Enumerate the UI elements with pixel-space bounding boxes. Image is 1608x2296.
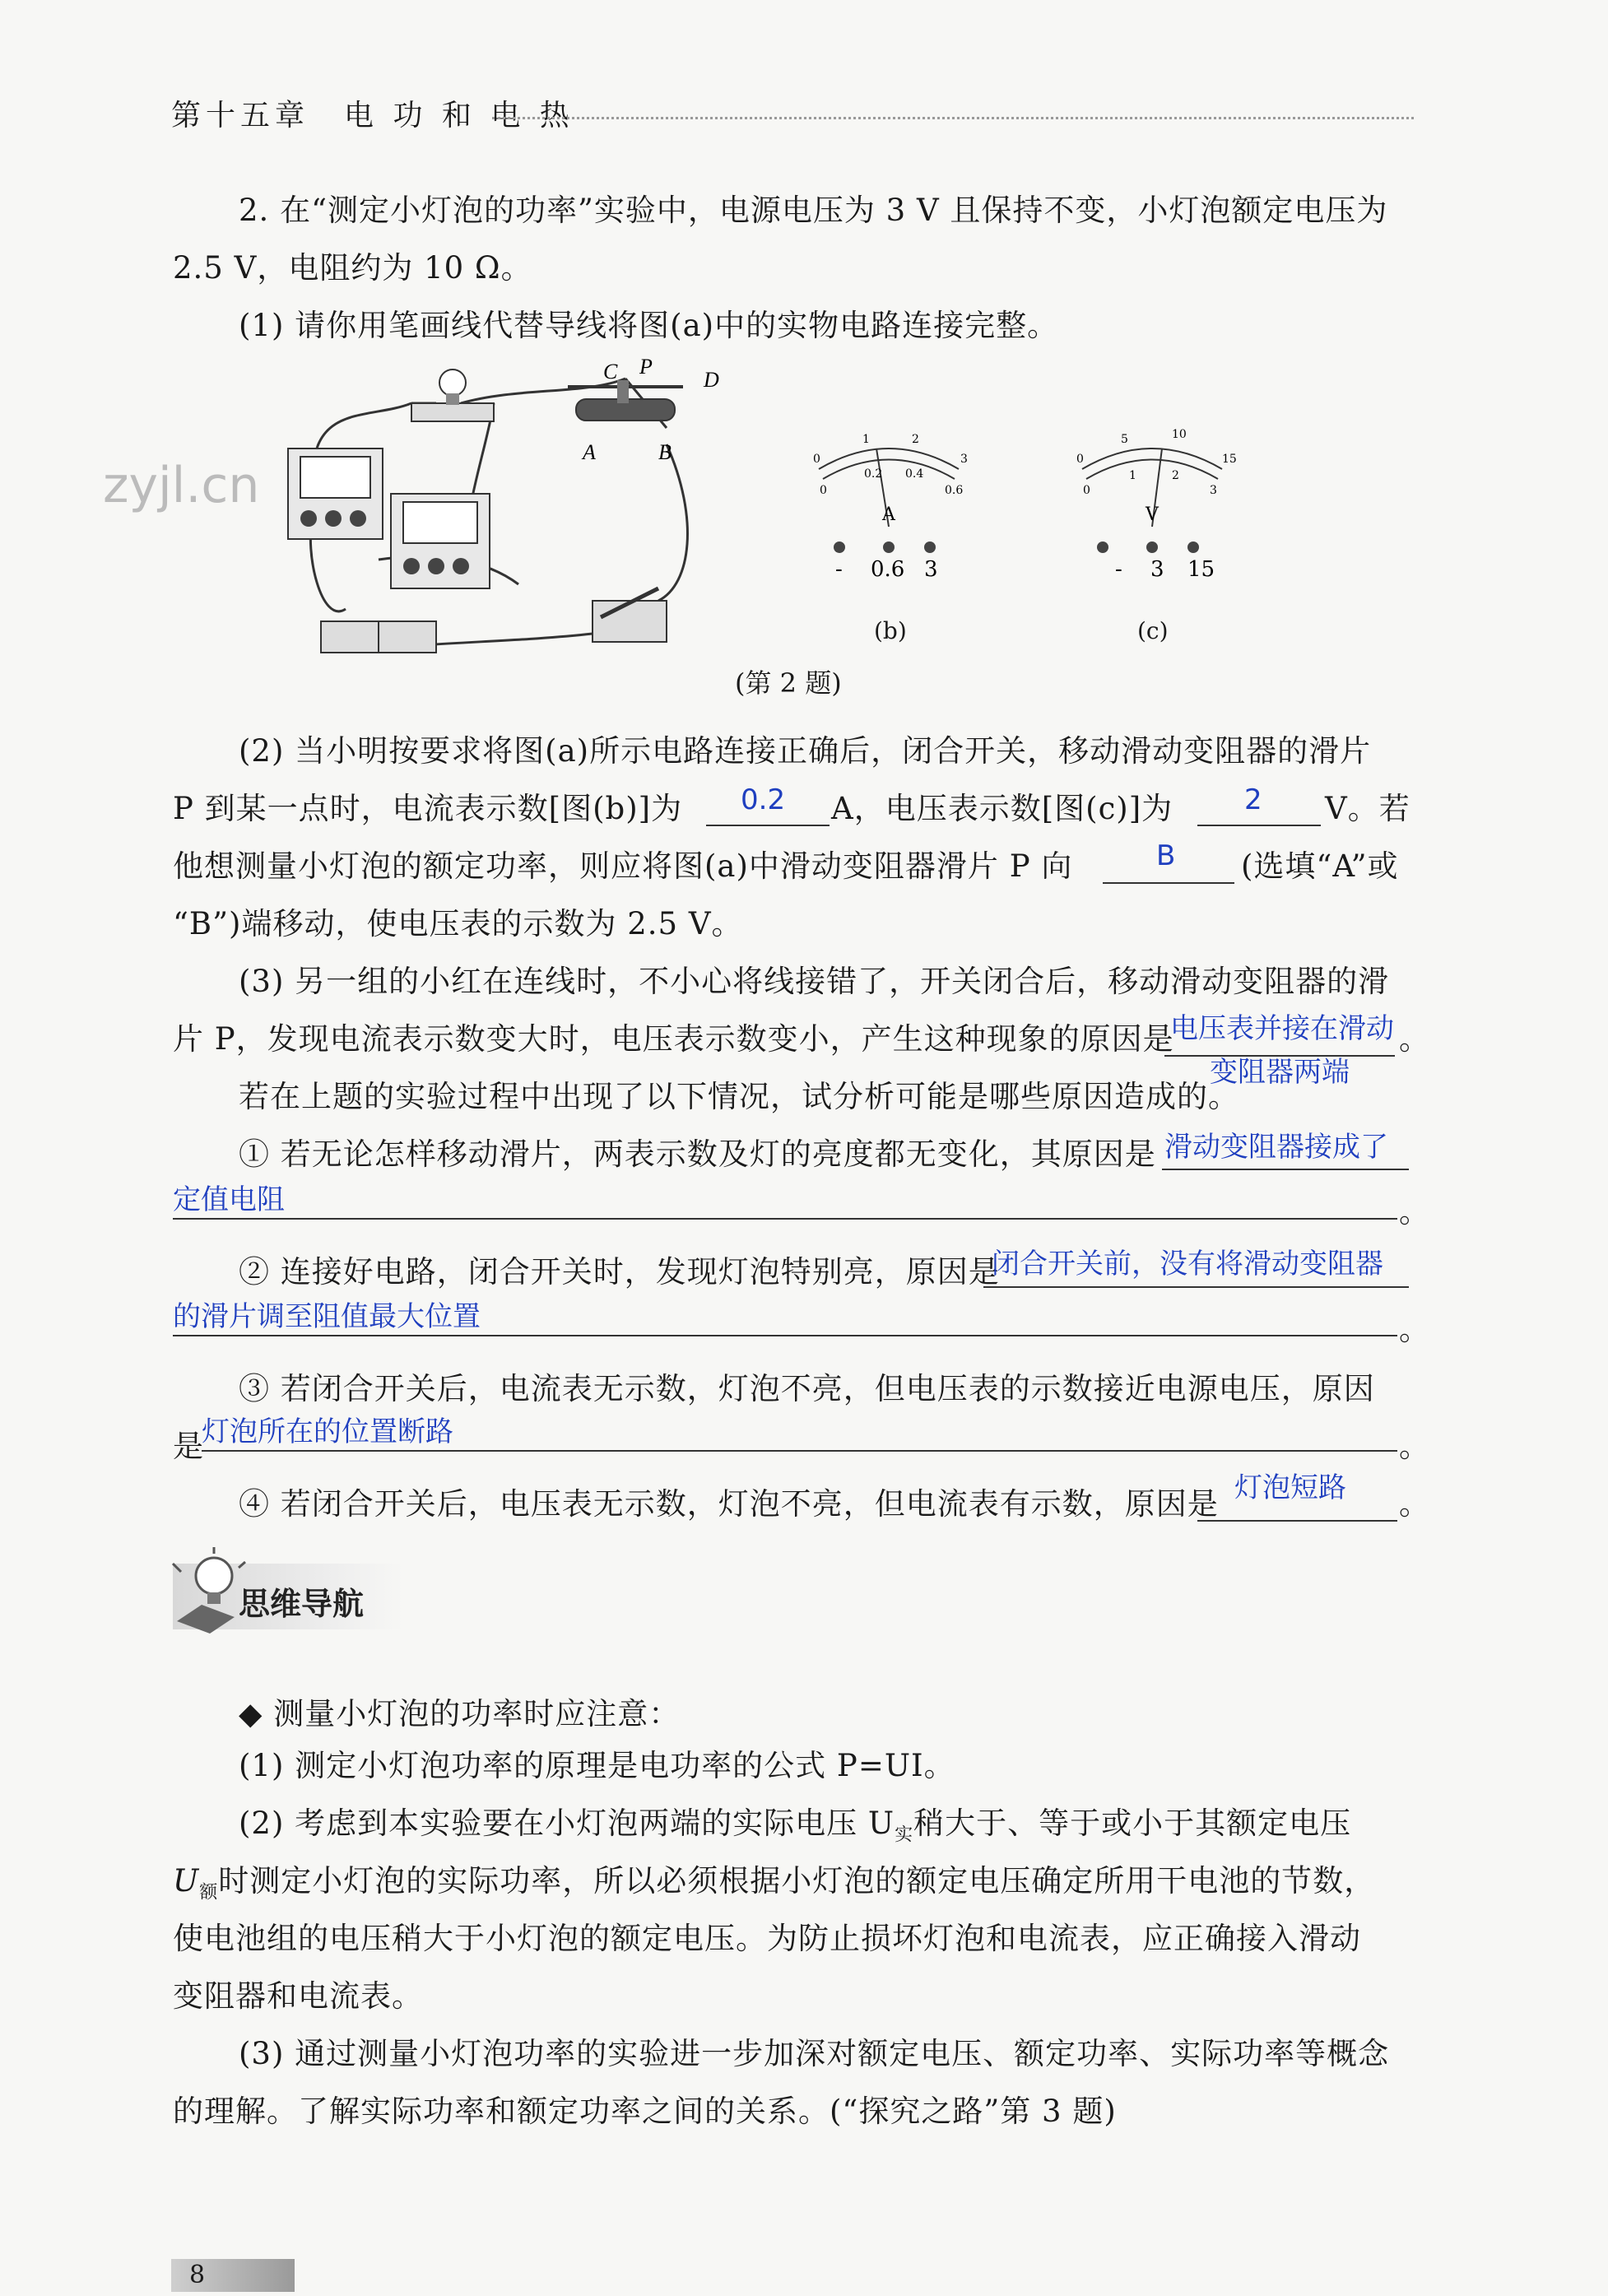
mind-p2-line1 — [239, 1801, 1473, 1858]
sub-e: 额 — [199, 1882, 219, 1903]
voltmeter-symbol: V — [1146, 504, 1159, 525]
case4-text: ④ 若闭合开关后，电压表无示数，灯泡不亮，但电流表有示数，原因是 — [239, 1486, 1219, 1522]
answer-part3-a: 电压表并接在滑动 — [1170, 1012, 1394, 1045]
fig-b-label: (b) — [874, 617, 907, 644]
b-top-tick-2: 2 — [912, 433, 919, 446]
ammeter-symbol: A — [882, 504, 895, 525]
part3-line2: 片 P，发现电流表示数变大时，电压表示数变小，产生这种现象的原因是 — [173, 1021, 1174, 1057]
c-bot-tick-3: 3 — [1210, 484, 1217, 497]
b-term-06: 0.6 — [871, 557, 905, 582]
blank-case2-b — [173, 1335, 1397, 1336]
answer-case3: 灯泡所在的位置断路 — [202, 1415, 453, 1448]
mind-p2-l2a: U — [173, 1863, 200, 1899]
circuit-figure-a — [272, 354, 749, 667]
c-top-tick-10: 10 — [1172, 428, 1187, 441]
fig-c-label: (c) — [1137, 617, 1169, 644]
b-top-tick-0: 0 — [813, 453, 820, 466]
case2-text: ② 连接好电路，闭合开关时，发现灯泡特别亮，原因是 — [239, 1254, 1000, 1290]
answer-case1-b: 定值电阻 — [173, 1183, 285, 1216]
blank-current — [706, 825, 830, 826]
c-bot-tick-0: 0 — [1083, 484, 1090, 497]
blank-voltage — [1197, 825, 1321, 826]
page-number: 8 — [189, 2261, 206, 2289]
mind-p2-line3: 使电池组的电压稍大于小灯泡的额定电压。为防止损坏灯泡和电流表，应正确接入滑动 — [173, 1921, 1361, 1956]
blank-direction — [1103, 882, 1234, 884]
mind-p2-l1b: 稍大于、等于或小于其额定电压 — [913, 1806, 1352, 1841]
c-bot-tick-1: 1 — [1129, 469, 1136, 482]
part3-line1: (3) 另一组的小红在连线时，不小心将线接错了，开关闭合后，移动滑动变阻器的滑 — [239, 964, 1390, 999]
c-term-15: 15 — [1187, 557, 1215, 582]
b-top-tick-3: 3 — [960, 453, 968, 466]
ammeter-dial-b — [806, 411, 971, 593]
chapter-header: 第十五章 电 功 和 电 热 — [171, 99, 574, 132]
mind-lead: ◆ 测量小灯泡的功率时应注意： — [239, 1696, 681, 1731]
blank-case1-a — [1162, 1169, 1409, 1170]
page-number-tab — [171, 2259, 295, 2292]
b-bot-tick-06: 0.6 — [945, 484, 964, 497]
label-P: P — [639, 355, 653, 379]
b-term-3: 3 — [924, 557, 938, 582]
lightbulb-icon — [169, 1547, 243, 1638]
answer-case1-a: 滑动变阻器接成了 — [1164, 1131, 1388, 1164]
label-A: A — [583, 440, 596, 464]
end-mark-case2: 。 — [1399, 1312, 1430, 1347]
c-top-tick-15: 15 — [1222, 453, 1237, 466]
b-bot-tick-02: 0.2 — [864, 467, 883, 481]
q2-intro-line2: 2.5 V，电阻约为 10 Ω。 — [173, 250, 532, 286]
part2-line2b: A，电压表示数[图(c)]为 — [831, 791, 1173, 826]
header-rule — [492, 117, 1414, 119]
blank-case4 — [1197, 1520, 1397, 1522]
q2-intro-line1: 2. 在“测定小灯泡的功率”实验中，电源电压为 3 V 且保持不变，小灯泡额定电压为 — [239, 193, 1388, 228]
c-term-3: 3 — [1150, 557, 1164, 582]
part2-line3a: 他想测量小灯泡的额定功率，则应将图(a)中滑动变阻器滑片 P 向 — [173, 848, 1073, 884]
answer-case2-b: 的滑片调至阻值最大位置 — [173, 1300, 481, 1333]
blank-case1-b — [173, 1218, 1397, 1220]
c-top-tick-0: 0 — [1076, 453, 1084, 466]
cases-intro: 若在上题的实验过程中出现了以下情况，试分析可能是哪些原因造成的。 — [239, 1079, 1239, 1114]
b-bot-tick-0: 0 — [820, 484, 827, 497]
end-mark-case3: 。 — [1399, 1429, 1430, 1464]
blank-case3 — [202, 1450, 1397, 1452]
label-C: C — [603, 360, 618, 383]
answer-case4: 灯泡短路 — [1234, 1471, 1346, 1504]
label-B: B — [658, 440, 672, 464]
part2-line1: (2) 当小明按要求将图(a)所示电路连接正确后，闭合开关，移动滑动变阻器的滑片 — [239, 733, 1372, 769]
b-bot-tick-04: 0.4 — [905, 467, 924, 481]
c-top-tick-5: 5 — [1121, 433, 1128, 446]
voltmeter-dial-c — [1070, 411, 1237, 593]
case1-text: ① 若无论怎样移动滑片，两表示数及灯的亮度都无变化，其原因是 — [239, 1136, 1156, 1172]
end-mark-case4: 。 — [1399, 1486, 1430, 1522]
q2-part1: (1) 请你用笔画线代替导线将图(a)中的实物电路连接完整。 — [239, 308, 1059, 343]
case3-line2: 是 — [173, 1429, 204, 1464]
answer-voltage: 2 — [1244, 783, 1262, 816]
label-D: D — [704, 368, 719, 392]
figure-caption: (第 2 题) — [735, 667, 842, 699]
mind-p2-line2 — [173, 1858, 1407, 1916]
mind-p3-line2: 的理解。了解实际功率和额定功率之间的关系。(“探究之路”第 3 题) — [173, 2094, 1117, 2129]
answer-current: 0.2 — [741, 783, 786, 816]
answer-direction: B — [1156, 839, 1176, 872]
answer-part3-b: 变阻器两端 — [1210, 1056, 1350, 1089]
mind-p1: (1) 测定小灯泡功率的原理是电功率的公式 P=UI。 — [239, 1748, 955, 1783]
sub-shi: 实 — [895, 1824, 914, 1846]
mind-p2-line4: 变阻器和电流表。 — [173, 1978, 423, 2014]
mind-p3-line1: (3) 通过测量小灯泡功率的实验进一步加深对额定电压、额定功率、实际功率等概念 — [239, 2036, 1390, 2071]
b-term-neg: - — [835, 557, 843, 582]
mind-p2-l2b: 时测定小灯泡的实际功率，所以必须根据小灯泡的额定电压确定所用干电池的节数， — [218, 1863, 1376, 1899]
c-bot-tick-2: 2 — [1172, 469, 1179, 482]
section-title: 思维导航 — [239, 1586, 365, 1622]
mind-p2-l1a: (2) 考虑到本实验要在小灯泡两端的实际电压 U — [239, 1806, 895, 1841]
end-mark-case1: 。 — [1399, 1194, 1430, 1229]
blank-case2-a — [983, 1286, 1409, 1288]
end-mark-part3: 。 — [1399, 1021, 1430, 1057]
case3-line1: ③ 若闭合开关后，电流表无示数，灯泡不亮，但电压表的示数接近电源电压，原因 — [239, 1371, 1375, 1406]
c-term-neg: - — [1115, 557, 1122, 582]
part2-line2c: V。若 — [1325, 791, 1410, 826]
b-top-tick-1: 1 — [862, 433, 870, 446]
part2-line2a: P 到某一点时，电流表示数[图(b)]为 — [173, 791, 683, 826]
part2-line3b: (选填“A”或 — [1241, 848, 1399, 884]
part2-line4: “B”)端移动，使电压表的示数为 2.5 V。 — [173, 906, 743, 941]
answer-case2-a: 闭合开关前，没有将滑动变阻器 — [992, 1248, 1383, 1280]
watermark: zyjl.cn — [103, 457, 260, 514]
